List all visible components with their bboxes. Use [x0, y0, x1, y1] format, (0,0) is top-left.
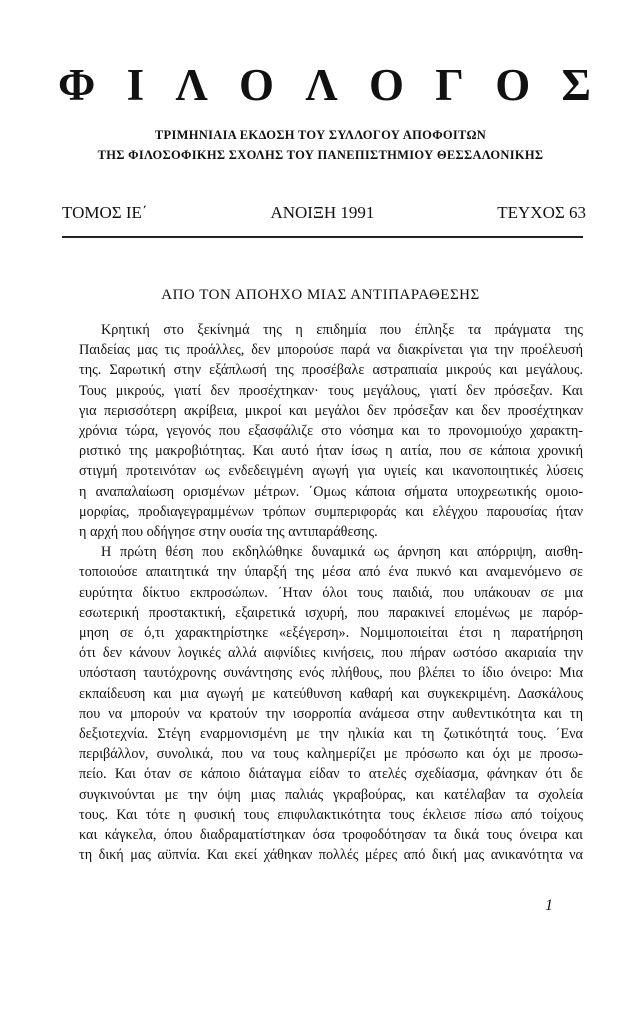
- title-letter: Ι: [126, 60, 145, 110]
- text-line: χρόνια τώρα, γεγονός που εξασφάλιζε στο νόσημα και το προνομιούχο χαρακτη-: [79, 423, 583, 440]
- text-line: συγκινούνται με την όψη μιας παλιάς γκραβούρας, και κατέλαβαν τα σχολεία: [79, 786, 583, 803]
- text-line: της. Σαρωτική στην εξάπλωσή της προσέβαλε αστραπιαία μικρούς και μεγάλους.: [79, 362, 583, 379]
- text-line: εσωτερική προστακτική, εξαιρετικά ισχυρή, που παρακινεί επομένως με παρόρ-: [79, 604, 583, 621]
- text-line: ριστικό της μακροβιότητας. Και αυτό ήταν ίσως η αιτία, που σε κάποια χρονική: [79, 443, 583, 460]
- text-line: Η πρώτη θέση που εκδηλώθηκε δυναμικά ως άρνηση και απόρριψη, αισθη-: [101, 544, 583, 561]
- text-line: ότι δεν κάνουν λογικές αλλά αιφνίδιες κινήσεις, που πήραν ωστόσο ακαριαία την: [79, 645, 583, 662]
- journal-subtitle-1: ΤΡΙΜΗΝΙΑΙΑ ΕΚΔΟΣΗ ΤΟΥ ΣΥΛΛΟΓΟΥ ΑΠΟΦΟΙΤΩΝ: [154, 128, 487, 142]
- title-letter: Λ: [175, 60, 208, 110]
- article-body: [79, 320, 583, 865]
- text-line: Τους μικρούς, γιατί δεν προσέχτηκαν· τους μεγάλους, γιατί δεν πρόσεξαν. Και: [79, 382, 583, 399]
- text-line: για περισσότερη ακρίβεια, μικροί και μεγάλοι δεν πρόσεξαν και δεν προσέχτηκαν: [79, 402, 583, 419]
- text-line: τη δική μας αϋπνία. Και εκεί χάθηκαν πολλές μέρες από δική μας ανικανότητα να: [79, 847, 583, 864]
- title-letter: Ο: [368, 60, 404, 110]
- text-line: τοποιούσε απαιτητικά την ύπαρξή της μέσα από ένα πυκνό και αναμενόμενο σε: [79, 564, 583, 581]
- volume-label: ΤΟΜΟΣ ΙΕ΄: [62, 203, 148, 222]
- text-line: και κάγκελα, όπου διαδραματίστηκαν όσα τροφοδότησαν τα δικά τους όνειρα και: [79, 827, 583, 844]
- season-label: ΑΝΟΙΞΗ 1991: [270, 203, 375, 222]
- title-letter: Ο: [495, 60, 531, 110]
- page-number: 1: [545, 897, 553, 914]
- text-line: τους. Και τότε η φυσική τους επιφυλακτικότητα τους έκλεισε πίσω από τοίχους: [79, 806, 583, 823]
- text-line: δεξιοτεχνία. Στέγη εναρμονισμένη με την ηλικία και τη ζωτικότητά τους. ΄Ενα: [79, 726, 583, 743]
- text-line: η αναπαλαίωση ορισμένων μέτρων. ΄Ομως κάποια σήματα υποχρεωτικής ομοιο-: [79, 483, 583, 500]
- header-rule: [62, 236, 583, 238]
- text-line: μηση σε ό,τι χαρακτηρίστηκε «εξέγερση». Νομιμοποιείται έτσι η παρατήρηση: [79, 625, 583, 642]
- title-letter: Σ: [561, 60, 591, 110]
- text-line: πείο. Και όταν σε κάποιο διάταγμα είδαν το ατελές σχεδίασμα, φάνηκαν ότι δε: [79, 766, 583, 783]
- text-line: ευρύτητα δίκτυο εκπροσώπων. ΄Ηταν όλοι τους παιδιά, που υπάκουαν σε μια: [79, 584, 583, 601]
- text-line: Παιδείας μας τις προάλλες, δεν μπορούσε παρά να διακρίνεται για την προέλευσή: [79, 342, 583, 359]
- text-line: στιγμή προτεινόταν ως ενδεδειγμένη αγωγή για υγιείς και ικανοποιητικές λύσεις: [79, 463, 583, 480]
- issue-label: ΤΕΥΧΟΣ 63: [497, 203, 586, 222]
- journal-title: [58, 60, 591, 110]
- text-line: εκπαίδευση και μια αγωγή με κατεύθυνση καθαρή και συγκεκριμένη. Δασκάλους: [79, 685, 583, 702]
- title-letter: Λ: [305, 60, 338, 110]
- issue-meta: [62, 203, 586, 223]
- text-line: που να μπορούν να κρατούν την ισορροπία ανάμεσα στην αυθεντικότητα και τη: [79, 705, 583, 722]
- title-letter: Ο: [239, 60, 275, 110]
- text-line: μορφίας, προδιαγεγραμμένων τρόπων συμπεριφοράς και ελέγχου παρουσίας ήταν: [79, 503, 583, 520]
- title-letter: Φ: [58, 60, 96, 110]
- text-line: υπόσταση ταυτόχρονης συνάντησης ενός πλήθους, που βλέπει το ίδιο όνειρο: Μια: [79, 665, 583, 682]
- text-line: Κρητική στο ξεκίνημά της η επιδημία που έπληξε τα πράγματα της: [101, 322, 583, 338]
- article-heading: ΑΠΟ ΤΟΝ ΑΠΟΗΧΟ ΜΙΑΣ ΑΝΤΙΠΑΡΑΘΕΣΗΣ: [161, 287, 480, 303]
- text-line: περιβάλλον, συνολικά, που να τους καλημερίζει με πρόσωπο και όχι με προσω-: [79, 746, 583, 763]
- title-letter: Γ: [435, 60, 464, 110]
- text-line: η αρχή που οδήγησε στην ουσία της αντιπαράθεσης.: [79, 524, 378, 541]
- journal-subtitle-2: ΤΗΣ ΦΙΛΟΣΟΦΙΚΗΣ ΣΧΟΛΗΣ ΤΟΥ ΠΑΝΕΠΙΣΤΗΜΙΟΥ ΘΕΣΣΑΛΟΝΙΚΗΣ: [97, 148, 544, 162]
